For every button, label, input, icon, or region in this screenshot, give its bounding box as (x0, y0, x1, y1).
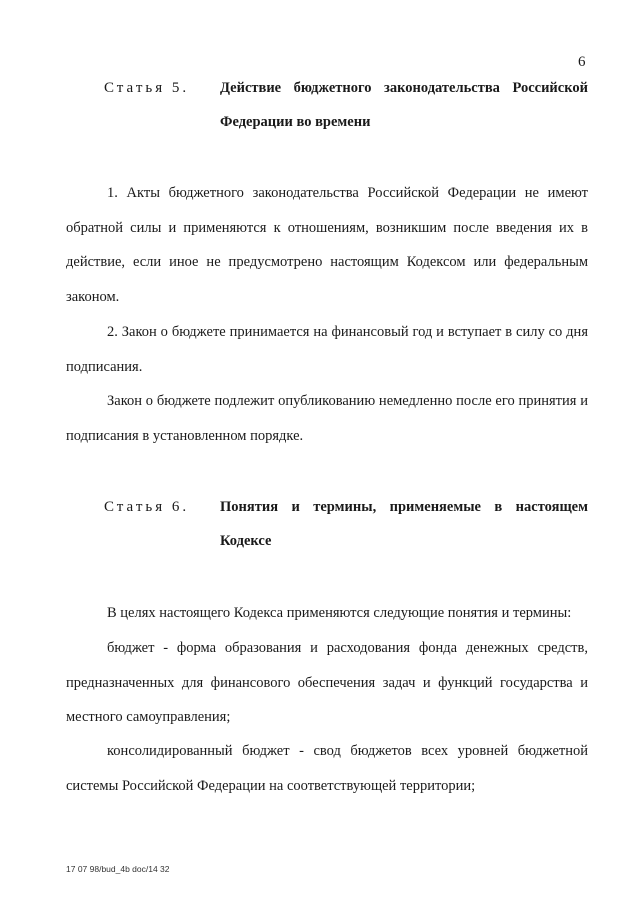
article-6-paragraph-2: бюджет - форма образования и расходования фонда денежных средств, предназначенных для финансового обеспечения задач и функций государства и местного самоуправления; (66, 640, 588, 725)
article-5-title-line-1: Действие бюджетного законодательства Российской (220, 80, 588, 96)
article-5-paragraph-3: Закон о бюджете подлежит опубликованию немедленно после его принятия и подписания в установленном порядке. (66, 393, 588, 444)
article-6-paragraph-3: консолидированный бюджет - свод бюджетов всех уровней бюджетной системы Российской Федерации на соответствующей территории; (66, 743, 588, 794)
article-6-title-line-2: Кодексе (220, 533, 272, 549)
footer-file-reference: 17 07 98/bud_4b doc/14 32 (66, 864, 170, 874)
article-6-title (220, 490, 588, 558)
article-5-paragraph-1: 1. Акты бюджетного законодательства Российской Федерации не имеют обратной силы и применяются к отношениям, возникшим после введения их в действие, если иное не предусмотрено настоящим Кодексом или федеральным законом. (66, 185, 588, 305)
article-5-paragraph-2: 2. Закон о бюджете принимается на финансовый год и вступает в силу со дня подписания. (66, 324, 588, 375)
article-5-title-line-2: Федерации во времени (220, 114, 371, 130)
article-6-label: Статья 6. (104, 499, 190, 515)
article-5-title (220, 71, 588, 139)
page-number: 6 (578, 54, 586, 70)
article-5-label: Статья 5. (104, 80, 190, 96)
article-6-title-line-1: Понятия и термины, применяемые в настоящем (220, 499, 588, 515)
article-6-paragraph-1: В целях настоящего Кодекса применяются следующие понятия и термины: (107, 605, 572, 621)
